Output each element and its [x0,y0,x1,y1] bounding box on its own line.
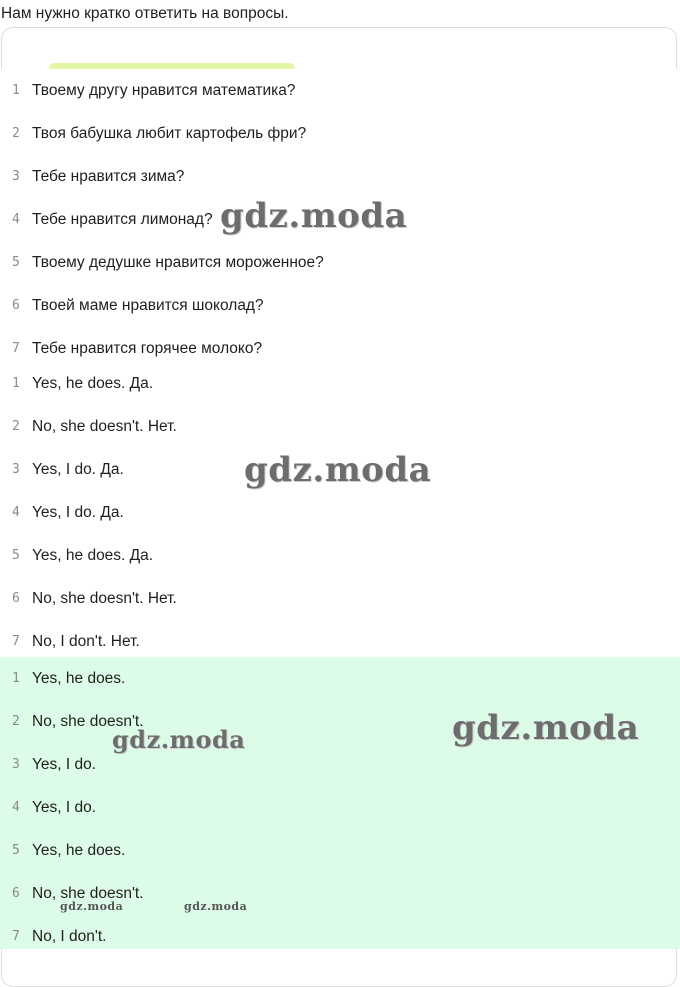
item-number: 2 [12,126,20,141]
item-text: No, she doesn't. Нет. [32,589,177,607]
item-number: 7 [12,634,20,649]
item-number: 4 [12,505,20,520]
list-item [0,362,680,405]
watermark: gdz.moda [60,900,124,913]
item-text: Yes, I do. Да. [32,460,124,478]
item-text: Yes, he does. [32,669,126,687]
item-text: Твоей маме нравится шоколад? [32,296,264,314]
item-text: Yes, he does. Да. [32,374,154,392]
item-text: Твоему дедушке нравится мороженное? [32,253,324,271]
item-number: 6 [12,298,20,313]
watermark: gdz.moda [244,450,432,490]
item-text: Твоему другу нравится математика? [32,81,296,99]
item-number: 3 [12,169,20,184]
item-number: 5 [12,255,20,270]
item-text: No, I don't. Нет. [32,632,140,650]
item-text: Yes, he does. Да. [32,546,154,564]
item-number: 5 [12,548,20,563]
list-item [0,112,680,155]
item-number: 1 [12,83,20,98]
item-text: No, I don't. [32,927,107,945]
list-item [0,657,680,700]
list-item [0,155,680,198]
item-text: Тебе нравится лимонад? [32,210,213,228]
translated-answers-list [0,362,680,663]
item-number: 1 [12,376,20,391]
item-number: 2 [12,714,20,729]
list-item [0,405,680,448]
item-number: 3 [12,462,20,477]
watermark: gdz.moda [452,708,640,748]
list-item [0,491,680,534]
list-item [0,241,680,284]
list-item [0,829,680,872]
item-number: 2 [12,419,20,434]
item-text: No, she doesn't. [32,884,144,902]
item-number: 7 [12,929,20,944]
watermark: gdz.moda [220,196,408,236]
item-text: Yes, I do. [32,755,97,773]
watermark: gdz.moda [112,725,246,754]
list-item [0,743,680,786]
item-number: 6 [12,591,20,606]
list-item [0,915,680,958]
item-number: 7 [12,341,20,356]
item-text: Yes, I do. [32,798,97,816]
item-number: 3 [12,757,20,772]
item-text: No, she doesn't. Нет. [32,417,177,435]
list-item [0,577,680,620]
item-number: 4 [12,800,20,815]
list-item [0,69,680,112]
watermark: gdz.moda [184,900,248,913]
item-number: 5 [12,843,20,858]
item-number: 4 [12,212,20,227]
item-text: Тебе нравится горячее молоко? [32,339,263,357]
intro-text: Нам нужно кратко ответить на вопросы. [1,5,289,22]
item-text: No, she doesn't. [32,712,144,730]
item-text: Yes, he does. [32,841,126,859]
item-text: Твоя бабушка любит картофель фри? [32,124,307,142]
list-item [0,534,680,577]
item-text: Yes, I do. Да. [32,503,124,521]
list-item [0,786,680,829]
item-number: 6 [12,886,20,901]
item-number: 1 [12,671,20,686]
item-text: Тебе нравится зима? [32,167,185,185]
list-item [0,284,680,327]
